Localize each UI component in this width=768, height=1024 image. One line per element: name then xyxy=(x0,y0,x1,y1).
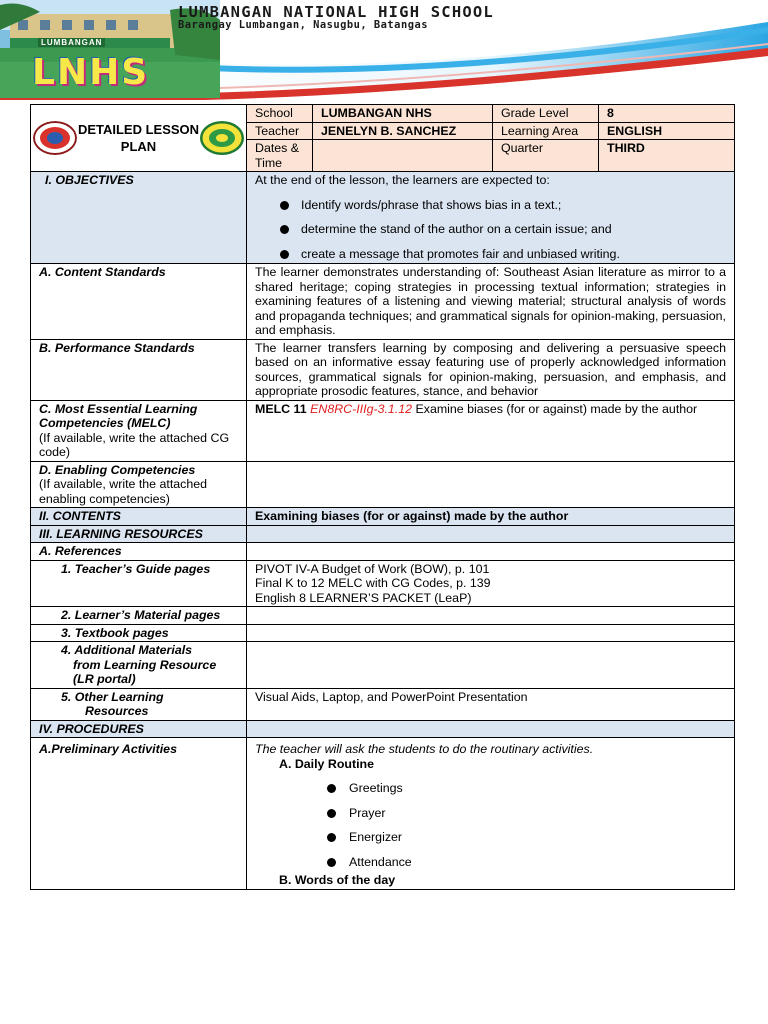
melc-row xyxy=(31,400,735,461)
references-value xyxy=(247,543,735,561)
performance-standards-text: The learner transfers learning by composing and delivering a persuasive speech based on an informative essay featuring use of properly acknowledged information sources, grammatical signals for opinion-making, persuasion, and emphasis, and appropriate prosodic features, stance, and behavior xyxy=(247,339,735,400)
content-standards-label: A. Content Standards xyxy=(31,264,247,340)
objectives-label: I. OBJECTIVES xyxy=(31,172,247,264)
teachers-guide-cell xyxy=(247,560,735,607)
resources-row xyxy=(31,525,735,543)
references-label: A. References xyxy=(31,543,247,561)
grade-value: 8 xyxy=(599,105,735,123)
photo-letters: LNHS xyxy=(32,52,150,93)
contents-row xyxy=(31,508,735,526)
tg-line: Final K to 12 MELC with CG Codes, p. 139 xyxy=(255,576,491,590)
photo-sign: LUMBANGAN xyxy=(38,38,105,47)
am-label-line: (LR portal) xyxy=(73,672,136,686)
melc-code: EN8RC-IIIg-3.1.12 xyxy=(310,401,413,416)
area-label: Learning Area xyxy=(493,122,599,140)
teachers-guide-label: 1. Teacher’s Guide pages xyxy=(31,560,247,607)
school-name: LUMBANGAN NATIONAL HIGH SCHOOL xyxy=(178,3,494,21)
routine-item: Attendance xyxy=(255,855,726,870)
dates-label: Dates & Time xyxy=(247,140,313,172)
objective-item: create a message that promotes fair and unbiased writing. xyxy=(255,247,726,262)
textbook-label: 3. Textbook pages xyxy=(31,624,247,642)
additional-materials-value xyxy=(247,642,735,689)
grade-label: Grade Level xyxy=(493,105,599,123)
objectives-list xyxy=(255,198,726,262)
dlp-title-line2: PLAN xyxy=(120,139,157,154)
olr-label-line: 5. Other Learning xyxy=(61,689,164,704)
melc-cell xyxy=(247,400,735,461)
routine-item: Greetings xyxy=(255,781,726,796)
objective-item: Identify words/phrase that shows bias in a text.; xyxy=(255,198,726,213)
school-seal-icon xyxy=(200,121,244,155)
teacher-label: Teacher xyxy=(247,122,313,140)
references-row xyxy=(31,543,735,561)
daily-routine-list xyxy=(255,781,726,869)
school-banner xyxy=(0,0,768,100)
quarter-label: Quarter xyxy=(493,140,599,172)
school-label: School xyxy=(247,105,313,123)
routine-item: Energizer xyxy=(255,830,726,845)
contents-label: II. CONTENTS xyxy=(31,508,247,526)
words-of-the-day-label: B. Words of the day xyxy=(279,873,396,887)
daily-routine-label: A. Daily Routine xyxy=(279,756,375,771)
melc-label-cell xyxy=(31,400,247,461)
enabling-note: (If available, write the attached enabling competencies) xyxy=(39,477,208,506)
learners-material-row xyxy=(31,607,735,625)
additional-materials-label-cell xyxy=(31,642,247,689)
teachers-guide-row xyxy=(31,560,735,607)
school-address: Barangay Lumbangan, Nasugbu, Batangas xyxy=(178,19,428,31)
tg-line: English 8 LEARNER’S PACKET (LeaP) xyxy=(255,590,472,605)
performance-standards-label: B. Performance Standards xyxy=(31,339,247,400)
objective-item: determine the stand of the author on a certain issue; and xyxy=(255,222,726,237)
melc-note: (If available, write the attached CG code) xyxy=(39,430,230,459)
procedures-label: IV. PROCEDURES xyxy=(31,720,247,738)
textbook-value xyxy=(247,624,735,642)
am-label-line: from Learning Resource xyxy=(73,657,217,672)
procedures-value xyxy=(247,720,735,738)
tg-line: PIVOT IV-A Budget of Work (BOW), p. 101 xyxy=(255,561,490,576)
learners-material-value xyxy=(247,607,735,625)
objectives-cell xyxy=(247,172,735,264)
content-standards-text: The learner demonstrates understanding of: Southeast Asian literature as mirror to a shared heritage; coping strategies in processing textual information; strategies in examining features of a listening and viewing material; structural analysis of words and propaganda techniques; and grammatical signals for opinion-making, persuasion, and emphasis. xyxy=(247,264,735,340)
procedures-row xyxy=(31,720,735,738)
preliminary-label: A.Preliminary Activities xyxy=(31,738,247,890)
objectives-row xyxy=(31,172,735,264)
school-value: LUMBANGAN NHS xyxy=(313,105,493,123)
routine-item: Prayer xyxy=(255,806,726,821)
area-value: ENGLISH xyxy=(599,122,735,140)
contents-text: Examining biases (for or against) made by the author xyxy=(247,508,735,526)
enabling-label: D. Enabling Competencies xyxy=(39,462,196,477)
teacher-value: JENELYN B. SANCHEZ xyxy=(313,122,493,140)
preliminary-intro: The teacher will ask the students to do the routinary activities. xyxy=(255,742,594,756)
resources-value xyxy=(247,525,735,543)
melc-label: C. Most Essential Learning Competencies (MELC) xyxy=(39,401,198,430)
textbook-row xyxy=(31,624,735,642)
quarter-value: THIRD xyxy=(599,140,735,172)
melc-text: Examine biases (for or against) made by the author xyxy=(415,401,698,416)
resources-label: III. LEARNING RESOURCES xyxy=(31,525,247,543)
objectives-intro: At the end of the lesson, the learners are expected to: xyxy=(255,173,550,187)
header-row-school xyxy=(31,105,735,123)
other-resources-row xyxy=(31,688,735,720)
deped-seal-icon xyxy=(33,121,77,155)
preliminary-cell xyxy=(247,738,735,890)
dlp-title-cell xyxy=(31,105,247,172)
am-label-line: 4. Additional Materials xyxy=(61,643,193,657)
enabling-value xyxy=(247,461,735,508)
dates-value xyxy=(313,140,493,172)
learners-material-label: 2. Learner’s Material pages xyxy=(31,607,247,625)
olr-label-line: Resources xyxy=(85,704,149,718)
lesson-plan-table xyxy=(30,104,735,890)
additional-materials-row xyxy=(31,642,735,689)
melc-code-label: MELC 11 xyxy=(255,401,307,416)
performance-standards-row xyxy=(31,339,735,400)
content-standards-row xyxy=(31,264,735,340)
other-resources-text: Visual Aids, Laptop, and PowerPoint Presentation xyxy=(247,688,735,720)
preliminary-row xyxy=(31,738,735,890)
other-resources-label-cell xyxy=(31,688,247,720)
dlp-title-line1: DETAILED LESSON xyxy=(77,122,200,137)
enabling-label-cell xyxy=(31,461,247,508)
enabling-row xyxy=(31,461,735,508)
